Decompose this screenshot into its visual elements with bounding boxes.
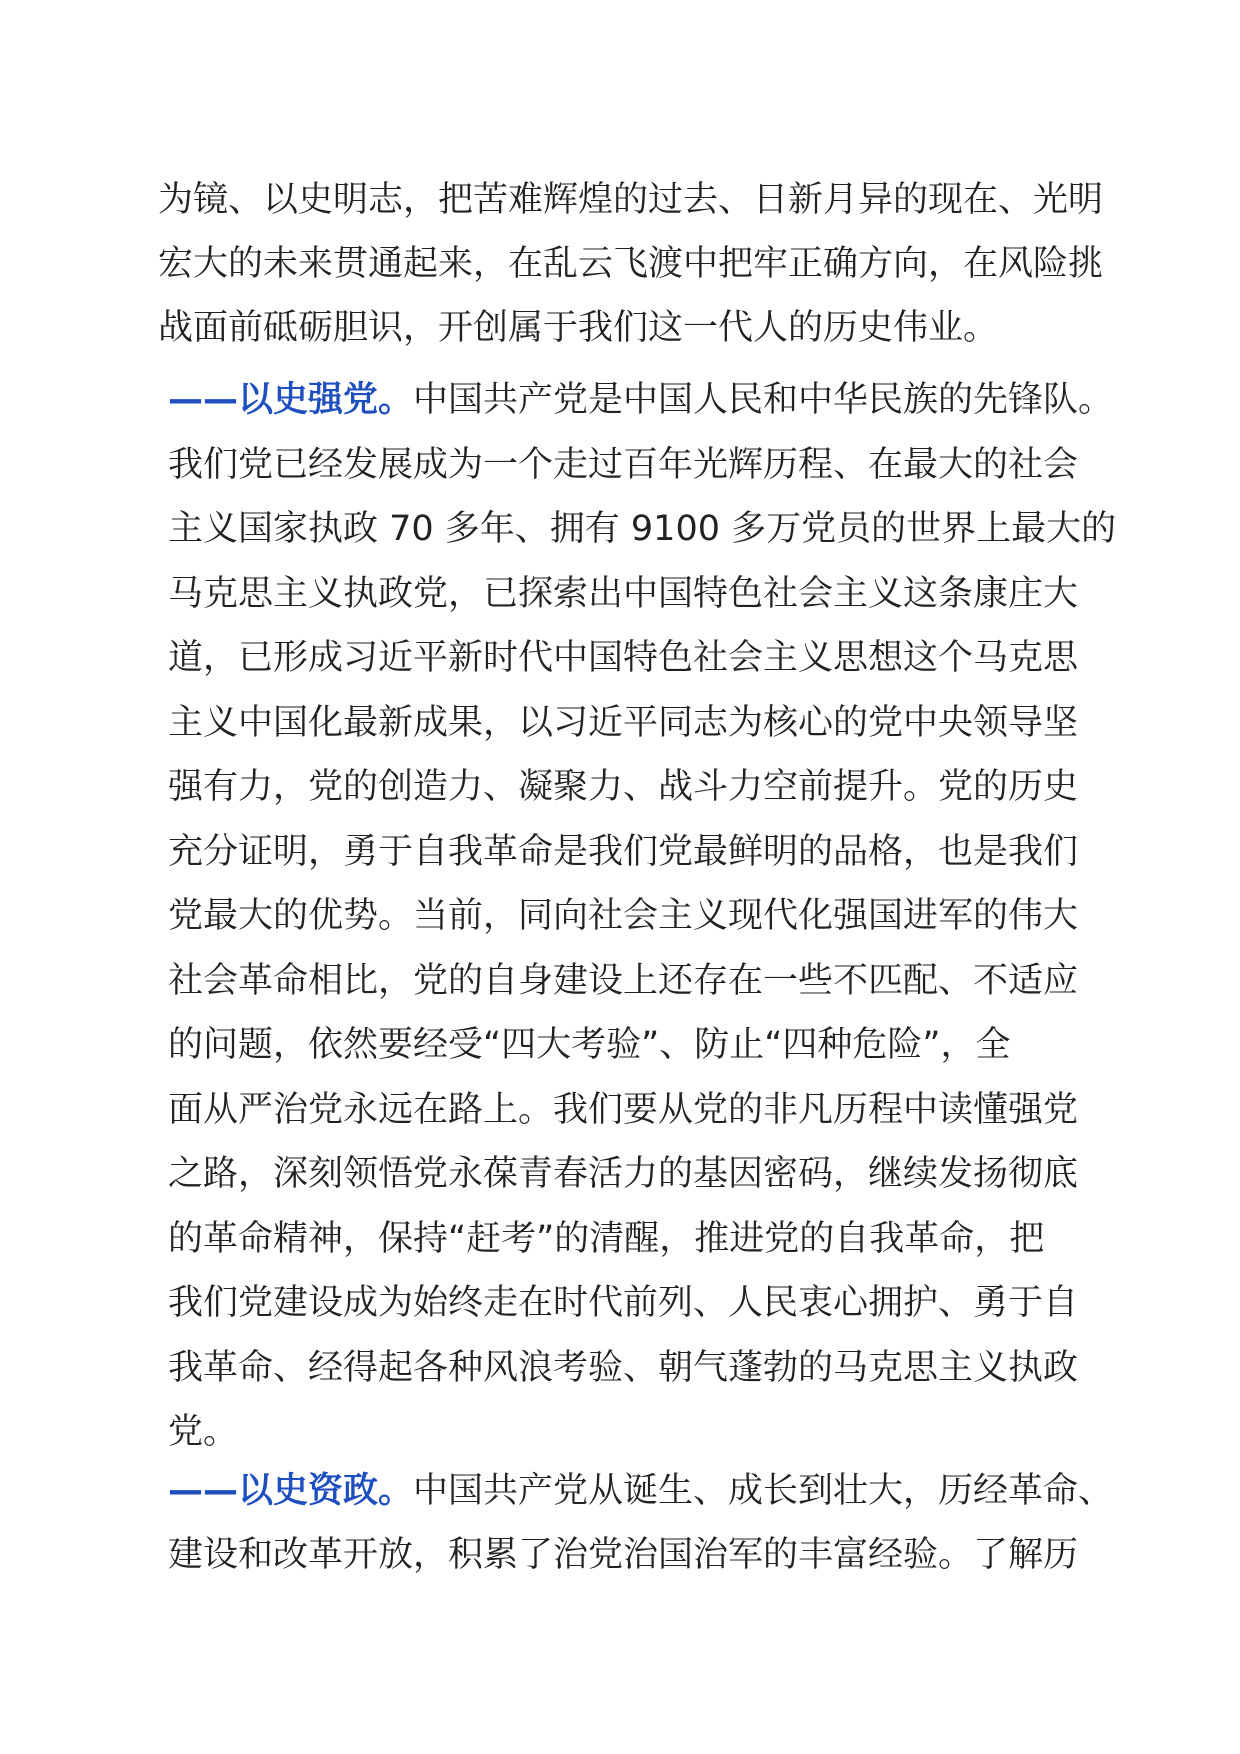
text-line: 我革命、经得起各种风浪考验、朝气蓬勃的马克思主义执政 <box>168 1347 1079 1388</box>
section-first-line <box>168 368 1116 433</box>
text-line: 充分证明，勇于自我革命是我们党最鲜明的品格，也是我们 <box>168 831 1079 872</box>
section-govern-with-history <box>168 1459 1113 1587</box>
text-line: 我们党建设成为始终走在时代前列、人民衷心拥护、勇于自 <box>168 1283 1079 1323</box>
text-line: 道，已形成习近平新时代中国特色社会主义思想这个马克思 <box>168 638 1079 678</box>
text-line: 宏大的未来贯通起来，在乱云飞渡中把牢正确方向，在风险挑 <box>158 244 1104 284</box>
text-line: 战面前砥砺胆识，开创属于我们这一代人的历史伟业。 <box>158 308 999 348</box>
section-strengthen-party <box>168 368 1116 1465</box>
text-line: 为镜、以史明志，把苦难辉煌的过去、日新月异的现在、光明 <box>158 180 1104 220</box>
text-line: 面从严治党永远在路上。我们要从党的非凡历程中读懂强党 <box>168 1089 1079 1130</box>
text-run: 中国共产党从诞生、成长到壮大，历经革命、 <box>413 1471 1114 1511</box>
text-line: 建设和改革开放，积累了治党治国治军的丰富经验。了解历 <box>168 1535 1079 1575</box>
text-line: 强有力，党的创造力、凝聚力、战斗力空前提升。党的历史 <box>168 767 1079 807</box>
intro-paragraph <box>158 168 1103 360</box>
text-line: 党。 <box>168 1412 239 1452</box>
text-line: 社会革命相比，党的自身建设上还存在一些不匹配、不适应 <box>168 960 1079 1001</box>
text-line: 主义国家执政 70 多年、拥有 9100 多万党员的世界上最大的 <box>168 509 1117 549</box>
text-line: 的问题，依然要经受“四大考验”、防止“四种危险”，全 <box>168 1025 1011 1065</box>
section-heading: ——以史强党。 <box>168 380 414 420</box>
text-line: 马克思主义执政党，已探索出中国特色社会主义这条康庄大 <box>168 573 1079 614</box>
text-line: 我们党已经发展成为一个走过百年光辉历程、在最大的社会 <box>168 444 1079 485</box>
text-line: 主义中国化最新成果，以习近平同志为核心的党中央领导坚 <box>168 702 1079 743</box>
text-line: 党最大的优势。当前，同向社会主义现代化强国进军的伟大 <box>168 896 1079 936</box>
section-heading: ——以史资政。 <box>168 1471 414 1511</box>
text-run: 中国共产党是中国人民和中华民族的先锋队。 <box>413 380 1114 420</box>
text-line: 的革命精神，保持“赶考”的清醒，推进党的自我革命，把 <box>168 1218 1045 1259</box>
section-first-line <box>168 1459 1113 1523</box>
text-line: 之路，深刻领悟党永葆青春活力的基因密码，继续发扬彻底 <box>168 1154 1079 1194</box>
